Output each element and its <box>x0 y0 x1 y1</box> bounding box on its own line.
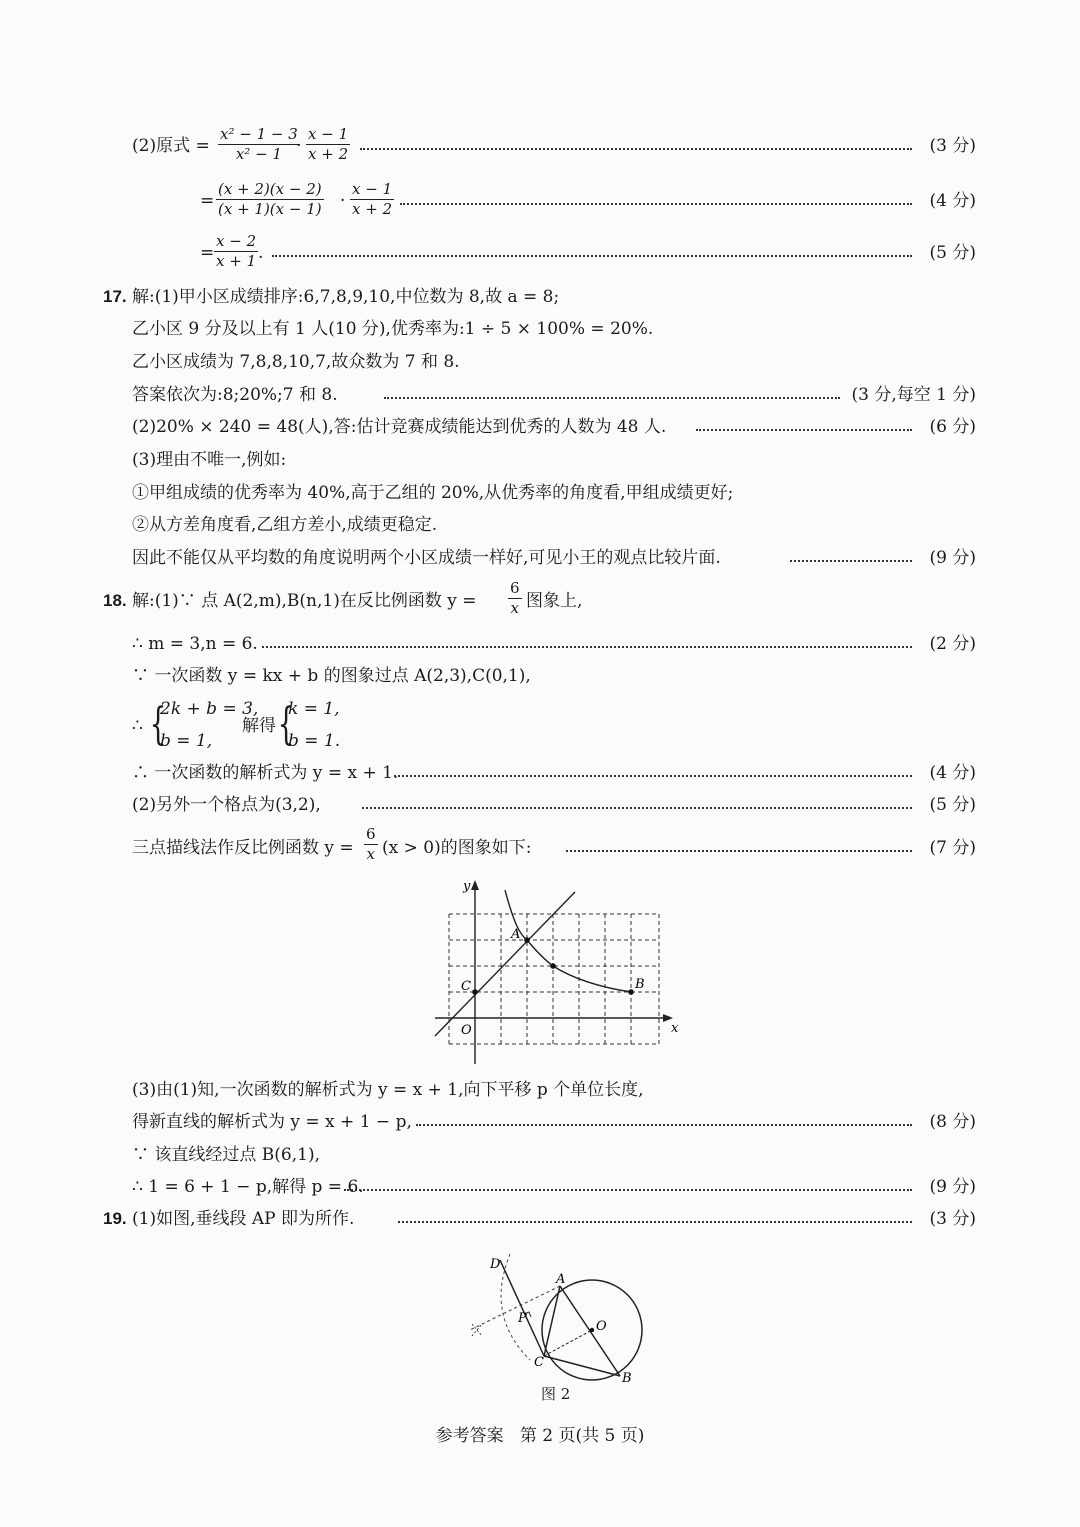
system-equation: b = 1, <box>160 731 213 751</box>
q18-line-5 <box>0 758 1080 788</box>
center-point-o <box>590 1328 594 1332</box>
point-o-label: O <box>596 1319 607 1334</box>
leader-dots <box>272 255 912 257</box>
point-c <box>472 989 478 995</box>
q18-fraction-6-over-x <box>364 825 378 864</box>
q17-text: (3)理由不唯一,例如: <box>132 450 287 470</box>
leader-dots <box>398 1221 912 1223</box>
grid-lines <box>449 914 659 1044</box>
q18-text: (2)另外一个格点为(3,2), <box>132 795 321 815</box>
segment-co <box>544 1330 592 1356</box>
frac-numerator: (x + 2)(x − 2) <box>218 180 322 198</box>
point-a-label: A <box>556 1272 566 1287</box>
origin-label: O <box>461 1023 472 1038</box>
leader-dots <box>696 429 912 431</box>
leader-dots <box>400 203 912 205</box>
frac-numerator: x − 1 <box>308 125 349 143</box>
y-axis-arrow <box>471 880 479 890</box>
system-solution: k = 1, <box>288 699 340 719</box>
q18-equation-system <box>132 695 432 759</box>
q18-line-7 <box>0 825 1080 863</box>
leader-dots <box>360 148 912 150</box>
point-c-label: C <box>534 1355 544 1370</box>
q18-line-6 <box>0 790 1080 820</box>
leader-dots <box>362 807 912 809</box>
question-number: 18. <box>103 591 127 610</box>
question-number: 17. <box>103 287 127 306</box>
q16-dot-operator: · <box>340 191 346 211</box>
leader-dots <box>416 1124 912 1126</box>
frac-denominator: x + 2 <box>308 145 349 163</box>
left-brace: { <box>277 699 295 750</box>
score-label: (8 分) <box>929 1112 976 1132</box>
q18-text: ∴ 一次函数的解析式为 y = x + 1. <box>132 763 399 783</box>
frac-denominator: x <box>366 845 375 863</box>
score-label: (3 分) <box>929 136 976 156</box>
q18-line-11 <box>0 1172 1080 1202</box>
score-label: (6 分) <box>929 417 976 437</box>
left-brace: { <box>149 699 167 750</box>
point-b <box>628 989 634 995</box>
function-graph <box>425 872 685 1072</box>
q16-line-3-suffix: . <box>258 243 264 263</box>
score-label: (5 分) <box>929 243 976 263</box>
q16-dot-operator: · <box>296 136 302 156</box>
line-dc <box>500 1260 544 1356</box>
q16-fraction-2 <box>306 125 350 164</box>
q16-line-2 <box>0 180 1080 218</box>
q17-line-7 <box>0 478 1080 508</box>
q17-text: 乙小区 9 分及以上有 1 人(10 分),优秀率为:1 ÷ 5 × 100% = 20%. <box>132 319 654 339</box>
q18-line-9 <box>0 1107 1080 1137</box>
leader-dots <box>384 397 840 399</box>
frac-numerator: 6 <box>510 579 520 597</box>
q17-line-9 <box>0 543 1080 573</box>
frac-denominator: x² − 1 <box>235 145 282 163</box>
frac-denominator: x + 2 <box>352 200 393 218</box>
q17-text: ②从方差角度看,乙组方差小,成绩更稳定. <box>132 515 438 535</box>
q16-fraction-4 <box>350 180 394 219</box>
score-label: (9 分) <box>929 1177 976 1197</box>
leader-dots <box>566 850 912 852</box>
q17-line-4 <box>0 380 1080 410</box>
score-label: (2 分) <box>929 634 976 654</box>
point-b-label: B <box>635 977 645 992</box>
point-p-label: P <box>518 1311 527 1326</box>
q18-text: ∴ 1 = 6 + 1 − p,解得 p = 6. <box>132 1177 364 1197</box>
q18-text: ∴ m = 3,n = 6. <box>132 634 258 654</box>
q17-line-8 <box>0 510 1080 540</box>
q17-text: 乙小区成绩为 7,8,8,10,7,故众数为 7 和 8. <box>132 352 460 372</box>
q18-text: 图象上, <box>526 591 583 611</box>
system-solution: b = 1. <box>288 731 341 751</box>
q16-line-1-prefix: (2)原式 = <box>132 136 210 156</box>
q17-text: 因此不能仅从平均数的角度说明两个小区成绩一样好,可见小王的观点比较片面. <box>132 548 721 568</box>
q16-line-2-prefix: = <box>200 191 215 211</box>
q16-line-3-prefix: = <box>200 243 215 263</box>
q16-fraction-3 <box>216 180 324 219</box>
q17-text: 解:(1)甲小区成绩排序:6,7,8,9,10,中位数为 8,故 a = 8; <box>132 287 560 307</box>
figure-caption: 图 2 <box>541 1385 571 1403</box>
q18-fraction-6-over-x <box>508 579 522 618</box>
q18-line-3 <box>0 661 1080 691</box>
point-b-label: B <box>622 1371 632 1386</box>
q19-text: (1)如图,垂线段 AP 即为所作. <box>132 1209 355 1229</box>
x-axis-label: x <box>671 1021 679 1036</box>
q17-line-6 <box>0 445 1080 475</box>
cross-mark <box>472 1324 482 1336</box>
solve-label: 解得 <box>242 716 276 736</box>
score-label: (5 分) <box>929 795 976 815</box>
segment-ac <box>544 1286 560 1356</box>
q16-fraction-5 <box>214 232 258 271</box>
point-a <box>524 937 530 943</box>
score-label: (4 分) <box>929 191 976 211</box>
q17-text: 答案依次为:8;20%;7 和 8. <box>132 385 338 405</box>
q18-line-8 <box>0 1075 1080 1105</box>
q18-text: ∵ 一次函数 y = kx + b 的图象过点 A(2,3),C(0,1), <box>132 666 531 686</box>
q18-line-2 <box>0 629 1080 659</box>
q18-text: ∵ 该直线经过点 B(6,1), <box>132 1145 321 1165</box>
frac-numerator: x − 1 <box>352 180 393 198</box>
q18-line-1 <box>0 579 1080 617</box>
q18-text: (x > 0)的图象如下: <box>382 838 532 858</box>
leader-dots <box>394 775 912 777</box>
point-lattice <box>550 963 556 969</box>
frac-numerator: x − 2 <box>216 232 257 250</box>
score-label: (3 分,每空 1 分) <box>851 385 976 405</box>
q17-text: ①甲组成绩的优秀率为 40%,高于乙组的 20%,从优秀率的角度看,甲组成绩更好; <box>132 483 734 503</box>
score-label: (9 分) <box>929 548 976 568</box>
q18-text: 解:(1)∵ 点 A(2,m),B(n,1)在反比例函数 y = <box>132 591 477 611</box>
frac-denominator: (x + 1)(x − 1) <box>218 200 322 218</box>
score-label: (3 分) <box>929 1209 976 1229</box>
q17-line-2 <box>0 314 1080 344</box>
q17-text: (2)20% × 240 = 48(人),答:估计竞赛成绩能达到优秀的人数为 48 人. <box>132 417 667 437</box>
y-axis-label: y <box>463 879 471 894</box>
frac-numerator: x² − 1 − 3 <box>220 125 298 143</box>
therefore-symbol: ∴ <box>132 716 143 736</box>
q18-text: 得新直线的解析式为 y = x + 1 − p, <box>132 1112 412 1132</box>
leader-dots <box>262 646 912 648</box>
q16-line-3 <box>0 232 1080 270</box>
q16-fraction-1 <box>218 125 300 164</box>
q18-text: 三点描线法作反比例函数 y = <box>132 838 354 858</box>
point-c-label: C <box>461 979 471 994</box>
question-number: 19. <box>103 1209 127 1228</box>
frac-numerator: 6 <box>366 825 376 843</box>
page-footer: 参考答案 第 2 页(共 5 页) <box>435 1426 645 1446</box>
leader-dots <box>790 560 912 562</box>
q18-text: (3)由(1)知,一次函数的解析式为 y = x + 1,向下平移 p 个单位长度, <box>132 1080 644 1100</box>
q16-line-1 <box>0 125 1080 163</box>
q17-line-5 <box>0 412 1080 442</box>
point-a-label: A <box>511 927 521 942</box>
point-d-label: D <box>490 1257 501 1272</box>
q19-line-1 <box>0 1204 1080 1234</box>
frac-denominator: x <box>510 599 519 617</box>
frac-denominator: x + 1 <box>216 252 257 270</box>
q17-line-1 <box>0 282 1080 312</box>
score-label: (7 分) <box>929 838 976 858</box>
construction-arc <box>501 1254 530 1360</box>
q17-line-3 <box>0 347 1080 377</box>
q18-line-10 <box>0 1140 1080 1170</box>
system-equation: 2k + b = 3, <box>160 699 259 719</box>
leader-dots <box>344 1189 912 1191</box>
score-label: (4 分) <box>929 763 976 783</box>
inverse-function-curve <box>505 890 631 992</box>
